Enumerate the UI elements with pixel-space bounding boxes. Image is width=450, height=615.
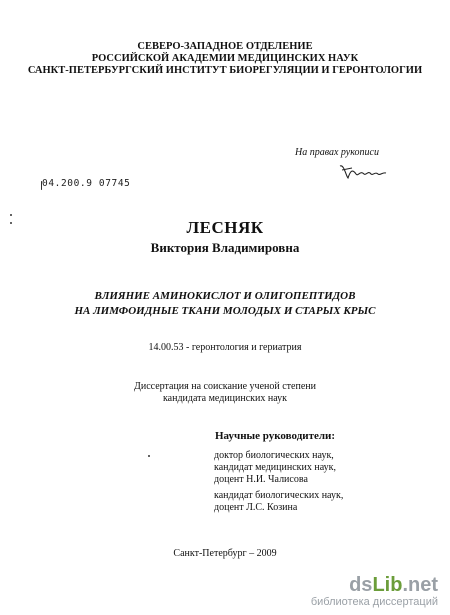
place-and-year: Санкт-Петербург – 2009 (173, 548, 277, 559)
author-surname: ЛЕСНЯК (186, 218, 264, 237)
watermark-ds: ds (349, 574, 373, 596)
specialty: 14.00.53 - геронтология и гериатрия (148, 342, 302, 353)
scan-speck (148, 455, 150, 457)
org-line-3: САНКТ-ПЕТЕРБУРГСКИЙ ИНСТИТУТ БИОРЕГУЛЯЦИИ И ГЕРОНТОЛОГИИ (27, 65, 423, 76)
watermark-logo (311, 575, 438, 595)
author-given-names: Виктория Владимировна (150, 240, 300, 255)
dslib-watermark (311, 575, 438, 609)
org-line-1: СЕВЕРО-ЗАПАДНОЕ ОТДЕЛЕНИЕ (137, 41, 313, 52)
registration-number: 04.200.9 07745 (42, 178, 131, 189)
supervisor-1-line-3: доцент Н.И. Чалисова (214, 474, 308, 485)
degree-line-2: кандидата медицинских наук (162, 393, 288, 404)
signature-mark (338, 162, 390, 182)
watermark-subtitle: библиотека диссертаций (310, 596, 438, 608)
watermark-net: .net (402, 574, 438, 596)
scan-speck (41, 181, 42, 190)
watermark-lib: Lib (372, 574, 403, 596)
manuscript-note: На правах рукописи (295, 147, 379, 158)
supervisor-2-line-2: доцент Л.С. Козина (214, 502, 298, 513)
supervisor-1-line-1: доктор биологических наук, (214, 450, 334, 461)
supervisors-heading: Научные руководители: (215, 430, 336, 442)
supervisor-1-line-2: кандидат медицинских наук, (214, 462, 336, 473)
scan-speck (10, 214, 12, 216)
thesis-title-line-2: НА ЛИМФОИДНЫЕ ТКАНИ МОЛОДЫХ И СТАРЫХ КРЫС (74, 305, 376, 317)
degree-line-1: Диссертация на соискание ученой степени (134, 381, 316, 392)
thesis-title-line-1: ВЛИЯНИЕ АМИНОКИСЛОТ И ОЛИГОПЕПТИДОВ (94, 290, 356, 302)
org-line-2: РОССИЙСКОЙ АКАДЕМИИ МЕДИЦИНСКИХ НАУК (91, 53, 359, 64)
supervisor-2-line-1: кандидат биологических наук, (214, 490, 344, 501)
